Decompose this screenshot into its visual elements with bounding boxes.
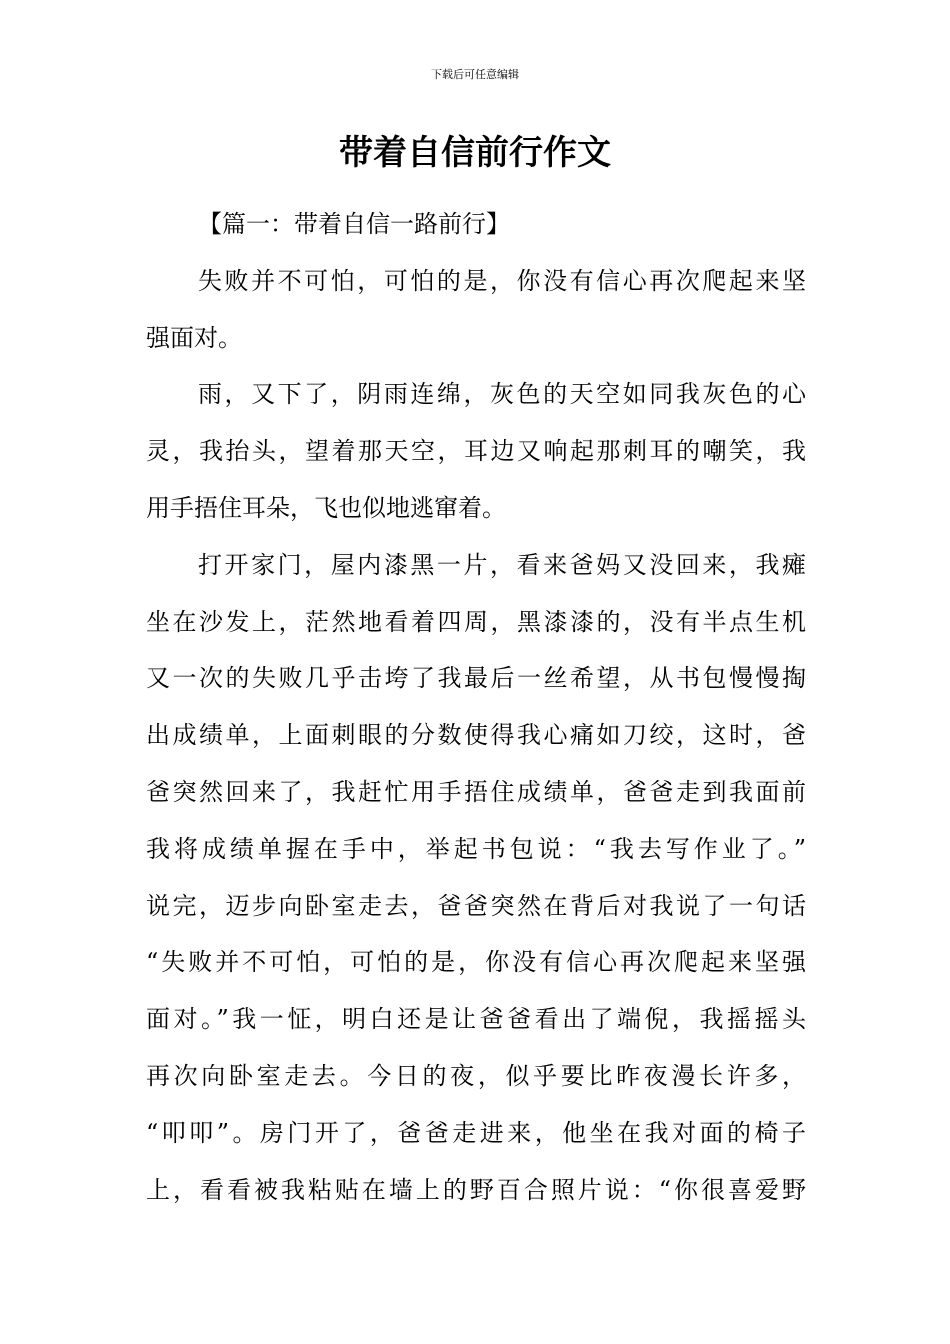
paragraph-line: 强面对。 [146,323,242,352]
section-heading: 【篇一：带着自信一路前行】 [198,210,510,238]
paragraph-line: 再次向卧室走去。今日的夜，似乎要比昨夜漫长许多， [146,1061,806,1090]
paragraph-line: 面对。”我一怔，明白还是让爸爸看出了端倪，我摇摇头 [146,1005,806,1034]
document-title: 带着自信前行作文 [339,133,611,173]
header-note: 下载后可任意编辑 [431,68,519,81]
paragraph-line: 用手捂住耳朵，飞也似地逃窜着。 [146,493,506,522]
paragraph-line: 出成绩单，上面刺眼的分数使得我心痛如刀绞，这时，爸 [146,721,806,750]
paragraph-line: 我将成绩单握在手中，举起书包说：“我去写作业了。” [146,834,806,863]
document-body [146,196,806,1218]
paragraph-line: 又一次的失败几乎击垮了我最后一丝希望，从书包慢慢掏 [146,664,806,693]
paragraph-line: 坐在沙发上，茫然地看着四周，黑漆漆的，没有半点生机 [146,607,806,636]
paragraph-line: 失败并不可怕，可怕的是，你没有信心再次爬起来坚 [198,266,806,295]
paragraph-line: “叩叩”。房门开了，爸爸走进来，他坐在我对面的椅子 [146,1118,806,1147]
paragraph-line: 打开家门，屋内漆黑一片，看来爸妈又没回来，我瘫 [198,550,806,579]
paragraph-line: 爸突然回来了，我赶忙用手捂住成绩单，爸爸走到我面前 [146,777,806,806]
paragraph-line: 雨，又下了，阴雨连绵，灰色的天空如同我灰色的心 [198,380,806,409]
paragraph-line: 说完，迈步向卧室走去，爸爸突然在背后对我说了一句话 [146,891,806,920]
paragraph-line: 上，看看被我粘贴在墙上的野百合照片说：“你很喜爱野 [146,1175,806,1204]
paragraph-line: “失败并不可怕，可怕的是，你没有信心再次爬起来坚强 [146,948,806,977]
paragraph-line: 灵，我抬头，望着那天空，耳边又响起那刺耳的嘲笑，我 [146,437,806,466]
